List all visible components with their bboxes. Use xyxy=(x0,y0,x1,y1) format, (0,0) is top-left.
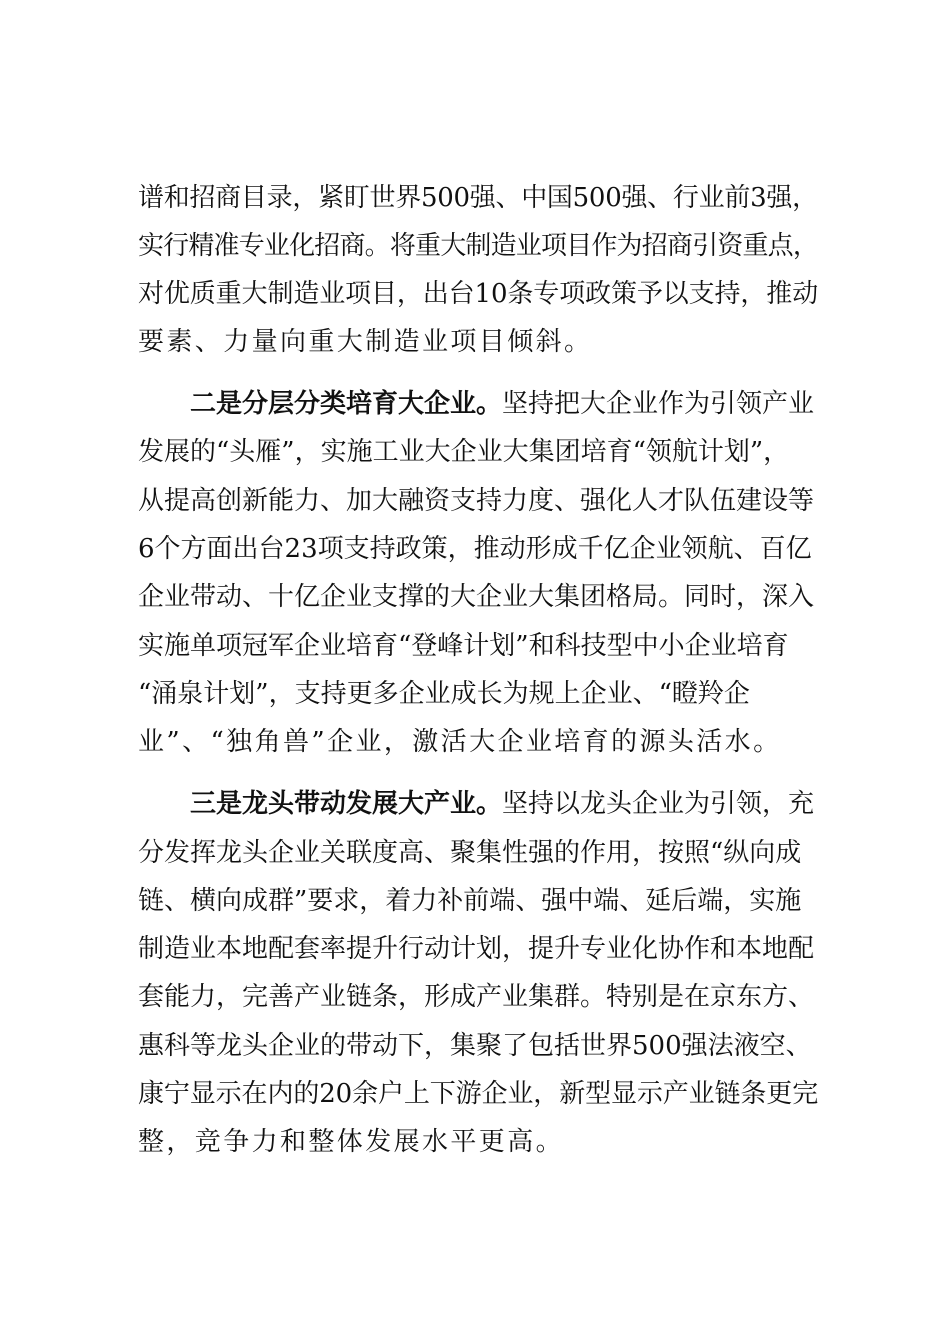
text-line xyxy=(190,784,818,824)
line-text: 链、横向成群”要求，着力补前端、强中端、延后端，实施 xyxy=(138,886,802,916)
text-line xyxy=(138,977,818,1017)
text-line xyxy=(190,384,818,424)
line-text: 谱和招商目录，紧盯世界500强、中国500强、行业前3强， xyxy=(138,183,818,213)
text-line xyxy=(138,1074,818,1114)
line-text: 从提高创新能力、加大融资支持力度、强化人才队伍建设等 xyxy=(138,486,815,516)
line-text: 要素、力量向重大制造业项目倾斜。 xyxy=(138,327,593,357)
line-text: 对优质重大制造业项目，出台10条专项政策予以支持，推动 xyxy=(138,279,819,309)
text-line xyxy=(138,626,818,666)
text-line xyxy=(138,178,818,218)
line-text: 整，竞争力和整体发展水平更高。 xyxy=(138,1127,565,1157)
text-line xyxy=(138,929,818,969)
text-line xyxy=(138,1026,818,1066)
line-text: 实施单项冠军企业培育“登峰计划”和科技型中小企业培育 xyxy=(138,631,789,661)
text-line xyxy=(138,722,818,762)
text-line xyxy=(138,432,818,472)
line-text: “涌泉计划”，支持更多企业成长为规上企业、“瞪羚企 xyxy=(138,679,750,709)
paragraph-heading: 三是龙头带动发展大产业。 xyxy=(190,789,503,819)
text-line xyxy=(138,881,818,921)
paragraph-heading: 二是分层分类培育大企业。 xyxy=(190,389,503,419)
line-text: 坚持把大企业作为引领产业 xyxy=(502,389,815,419)
text-line xyxy=(138,577,818,617)
line-text: 分发挥龙头企业关联度高、聚集性强的作用，按照“纵向成 xyxy=(138,838,802,868)
text-line xyxy=(138,529,818,569)
text-line xyxy=(138,481,818,521)
line-text: 康宁显示在内的20余户上下游企业，新型显示产业链条更完 xyxy=(138,1079,819,1109)
text-line xyxy=(138,274,818,314)
text-line xyxy=(138,226,818,266)
line-text: 业”、“独角兽”企业，激活大企业培育的源头活水。 xyxy=(138,727,782,757)
line-text: 发展的“头雁”，实施工业大企业大集团培育“领航计划”， xyxy=(138,437,790,467)
line-text: 制造业本地配套率提升行动计划，提升专业化协作和本地配 xyxy=(138,934,815,964)
line-text: 6个方面出台23项支持政策，推动形成千亿企业领航、百亿 xyxy=(138,534,812,564)
text-line xyxy=(138,833,818,873)
text-line xyxy=(138,322,818,362)
line-text: 惠科等龙头企业的带动下，集聚了包括世界500强法液空、 xyxy=(138,1031,812,1061)
text-line xyxy=(138,674,818,714)
text-line xyxy=(138,1122,818,1162)
line-text: 坚持以龙头企业为引领，充 xyxy=(502,789,815,819)
line-text: 实行精准专业化招商。将重大制造业项目作为招商引资重点， xyxy=(138,231,819,261)
line-text: 企业带动、十亿企业支撑的大企业大集团格局。同时，深入 xyxy=(138,582,815,612)
line-text: 套能力，完善产业链条，形成产业集群。特别是在京东方、 xyxy=(138,982,815,1012)
